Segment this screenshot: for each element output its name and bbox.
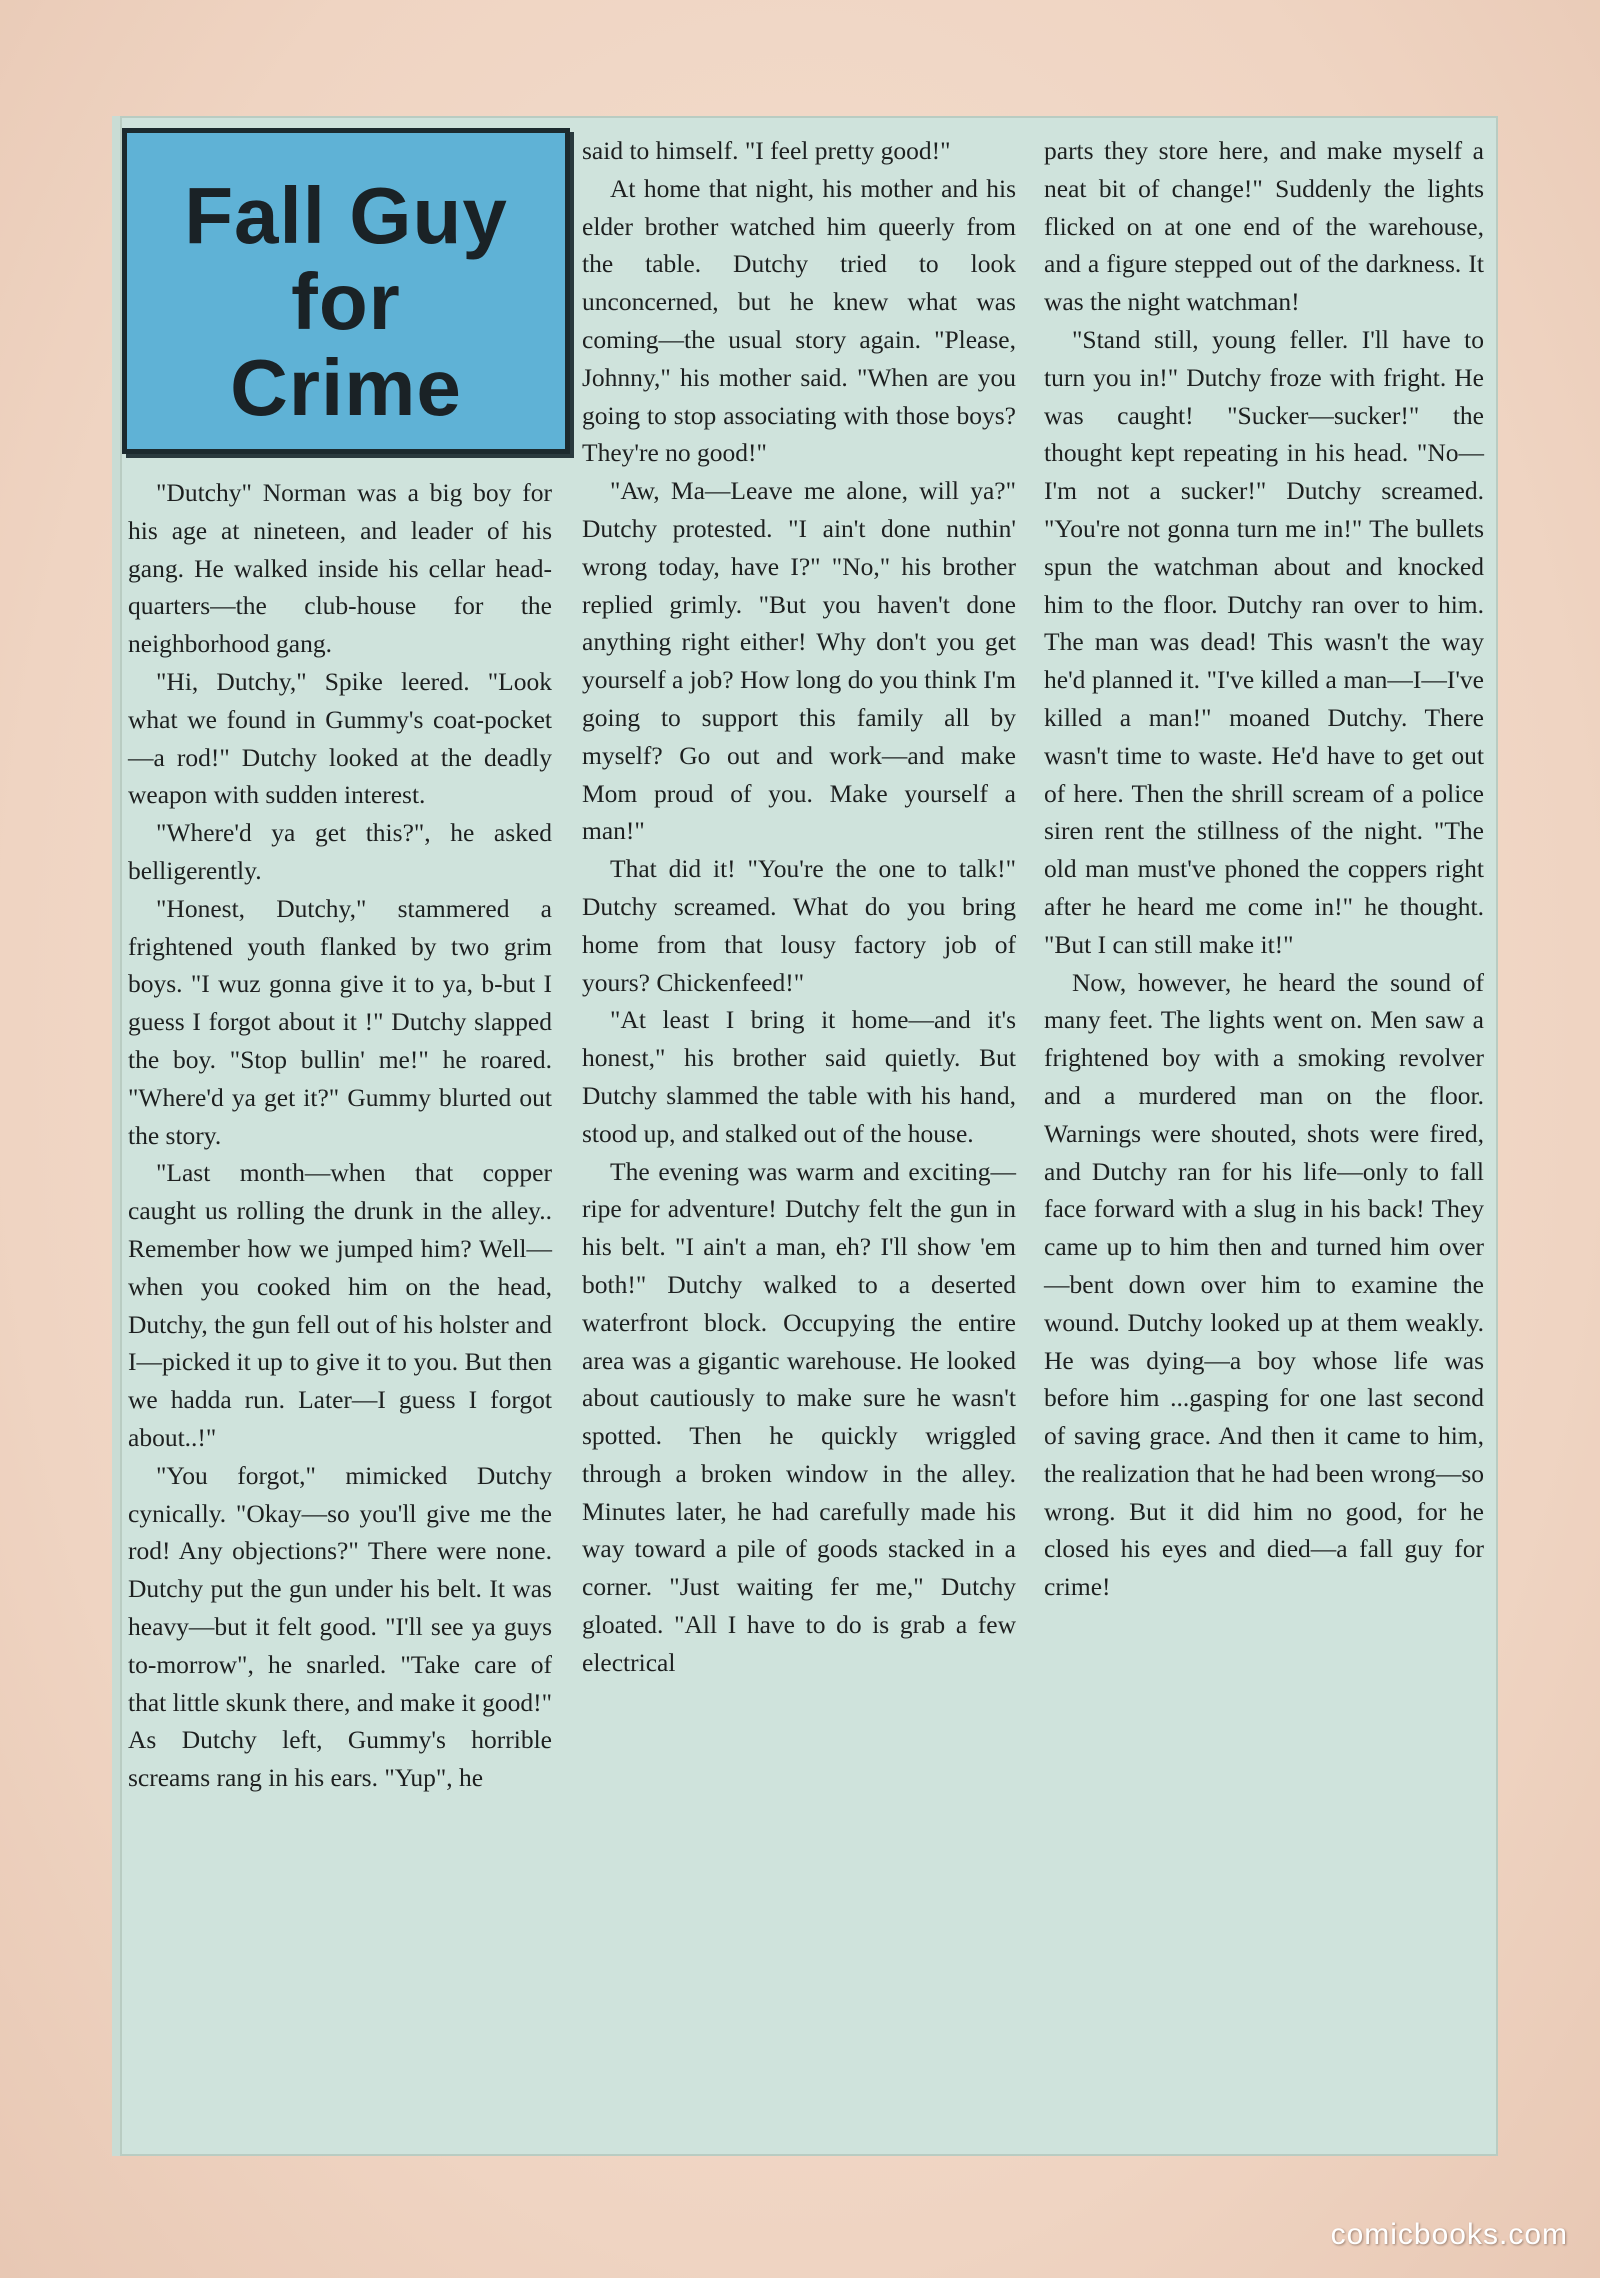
- story-title: [127, 173, 565, 431]
- paragraph: "Aw, Ma—Leave me alone, will ya?" Dutchy protested. "I ain't done nuthin' wrong today, have I?" "No," his brother replied grimly. "But you haven't done anything right either! Why don't you get yourself a job? How long do you think I'm going to support this family all by myself? Go out and work—and make Mom proud of you. Make yourself a man!": [582, 476, 1016, 846]
- title-box: [122, 128, 570, 454]
- paragraph: "Honest, Dutchy," stammered a frightened youth flanked by two grim boys. "I wuz gonna give it to ya, b-but I guess I forgot about it !" Dutchy slapped the boy. "Stop bullin' me!" he roared. "Where'd ya get it?" Gummy blurted out the story.: [128, 893, 552, 1150]
- site-watermark: comicbooks.com: [1330, 2218, 1568, 2251]
- paragraph: said to himself. "I feel pretty good!": [582, 136, 951, 165]
- paragraph: "Where'd ya get this?", he asked belligerently.: [128, 818, 552, 885]
- paragraph: "At least I bring it home—and it's honest," his brother said quietly. But Dutchy slammed the table with his hand, stood up, and stalked out of the house.: [582, 1005, 1016, 1148]
- paragraph: The evening was warm and exciting—ripe for adventure! Dutchy felt the gun in his belt. "I ain't a man, eh? I'll show 'em both!" Dutchy walked to a deserted waterfront block. Occupying the entire area was a gigantic warehouse. He looked about cautiously to make sure he wasn't spotted. Then he quickly wriggled through a broken window in the alley. Minutes later, he had carefully made his way toward a pile of goods stacked in a corner. "Just waiting fer me," Dutchy gloated. "All I have to do is grab a few electrical: [582, 1156, 1016, 1677]
- paragraph: Now, however, he heard the sound of many feet. The lights went on. Men saw a frightened boy with a smoking revolver and a murdered man on the floor. Warnings were shouted, shots were fired, and Dutchy ran for his life—only to fall face forward with a slug in his back! They came up to him then and turned him over—bent down over him to examine the wound. Dutchy looked up at them weakly. He was dying—a boy whose life was before him ...gasping for one last second of saving grace. And then it came to him, the realization that he had been wrong—so wrong. But it did him no good, for he closed his eyes and died—a fall guy for crime!: [1044, 967, 1484, 1602]
- title-line-1: Fall Guy: [184, 171, 508, 260]
- paragraph: parts they store here, and make myself a neat bit of change!" Suddenly the lights flicked on at one end of the warehouse, and a figure stepped out of the darkness. It was the night watchman!: [1044, 136, 1484, 317]
- paragraph: "Hi, Dutchy," Spike leered. "Look what we found in Gummy's coat-pocket—a rod!" Dutchy looked at the deadly weapon with sudden interest.: [128, 666, 552, 810]
- text-column-1: [128, 474, 552, 1797]
- text-column-3: [1044, 132, 1484, 1606]
- text-column-2: [582, 132, 1016, 1682]
- title-line-2: for: [291, 257, 401, 346]
- title-line-3: Crime: [230, 343, 462, 432]
- paragraph: "You forgot," mimicked Dutchy cynically. "Okay—so you'll give me the rod! Any objections?" There were none. Dutchy put the gun under his belt. It was heavy—but it felt good. "I'll see ya guys to-morrow", he snarled. "Take care of that little skunk there, and make it good!" As Dutchy left, Gummy's horrible screams rang in his ears. "Yup", he: [128, 1460, 552, 1793]
- paragraph: "Last month—when that copper caught us rolling the drunk in the alley.. Remember how we jumped him? Well—when you cooked him on the head, Dutchy, the gun fell out of his holster and I—picked it up to give it to you. But then we hadda run. Later—I guess I forgot about..!": [128, 1158, 552, 1452]
- paragraph: At home that night, his mother and his elder brother watched him queerly from the table. Dutchy tried to look unconcerned, but he knew what was coming—the usual story again. "Please, Johnny," his mother said. "When are you going to stop associating with those boys? They're no good!": [582, 173, 1016, 468]
- paragraph: "Dutchy" Norman was a big boy for his age at nineteen, and leader of his gang. He walked inside his cellar head-quarters—the club-house for the neighborhood gang.: [128, 478, 552, 659]
- paragraph: "Stand still, young feller. I'll have to turn you in!" Dutchy froze with fright. He was caught! "Sucker—sucker!" the thought kept repeating in his head. "No—I'm not a sucker!" Dutchy screamed. "You're not gonna turn me in!" The bullets spun the watchman about and knocked him to the floor. Dutchy ran over to him. The man was dead! This wasn't the way he'd planned it. "I've killed a man—I—I've killed a man!" moaned Dutchy. There wasn't time to waste. He'd have to get out of here. Then the shrill scream of a police siren rent the stillness of the night. "The old man must've phoned the coppers right after he heard me come in!" he thought. "But I can still make it!": [1044, 324, 1484, 959]
- paragraph: That did it! "You're the one to talk!" Dutchy screamed. What do you bring home from that lousy factory job of yours? Chickenfeed!": [582, 854, 1016, 997]
